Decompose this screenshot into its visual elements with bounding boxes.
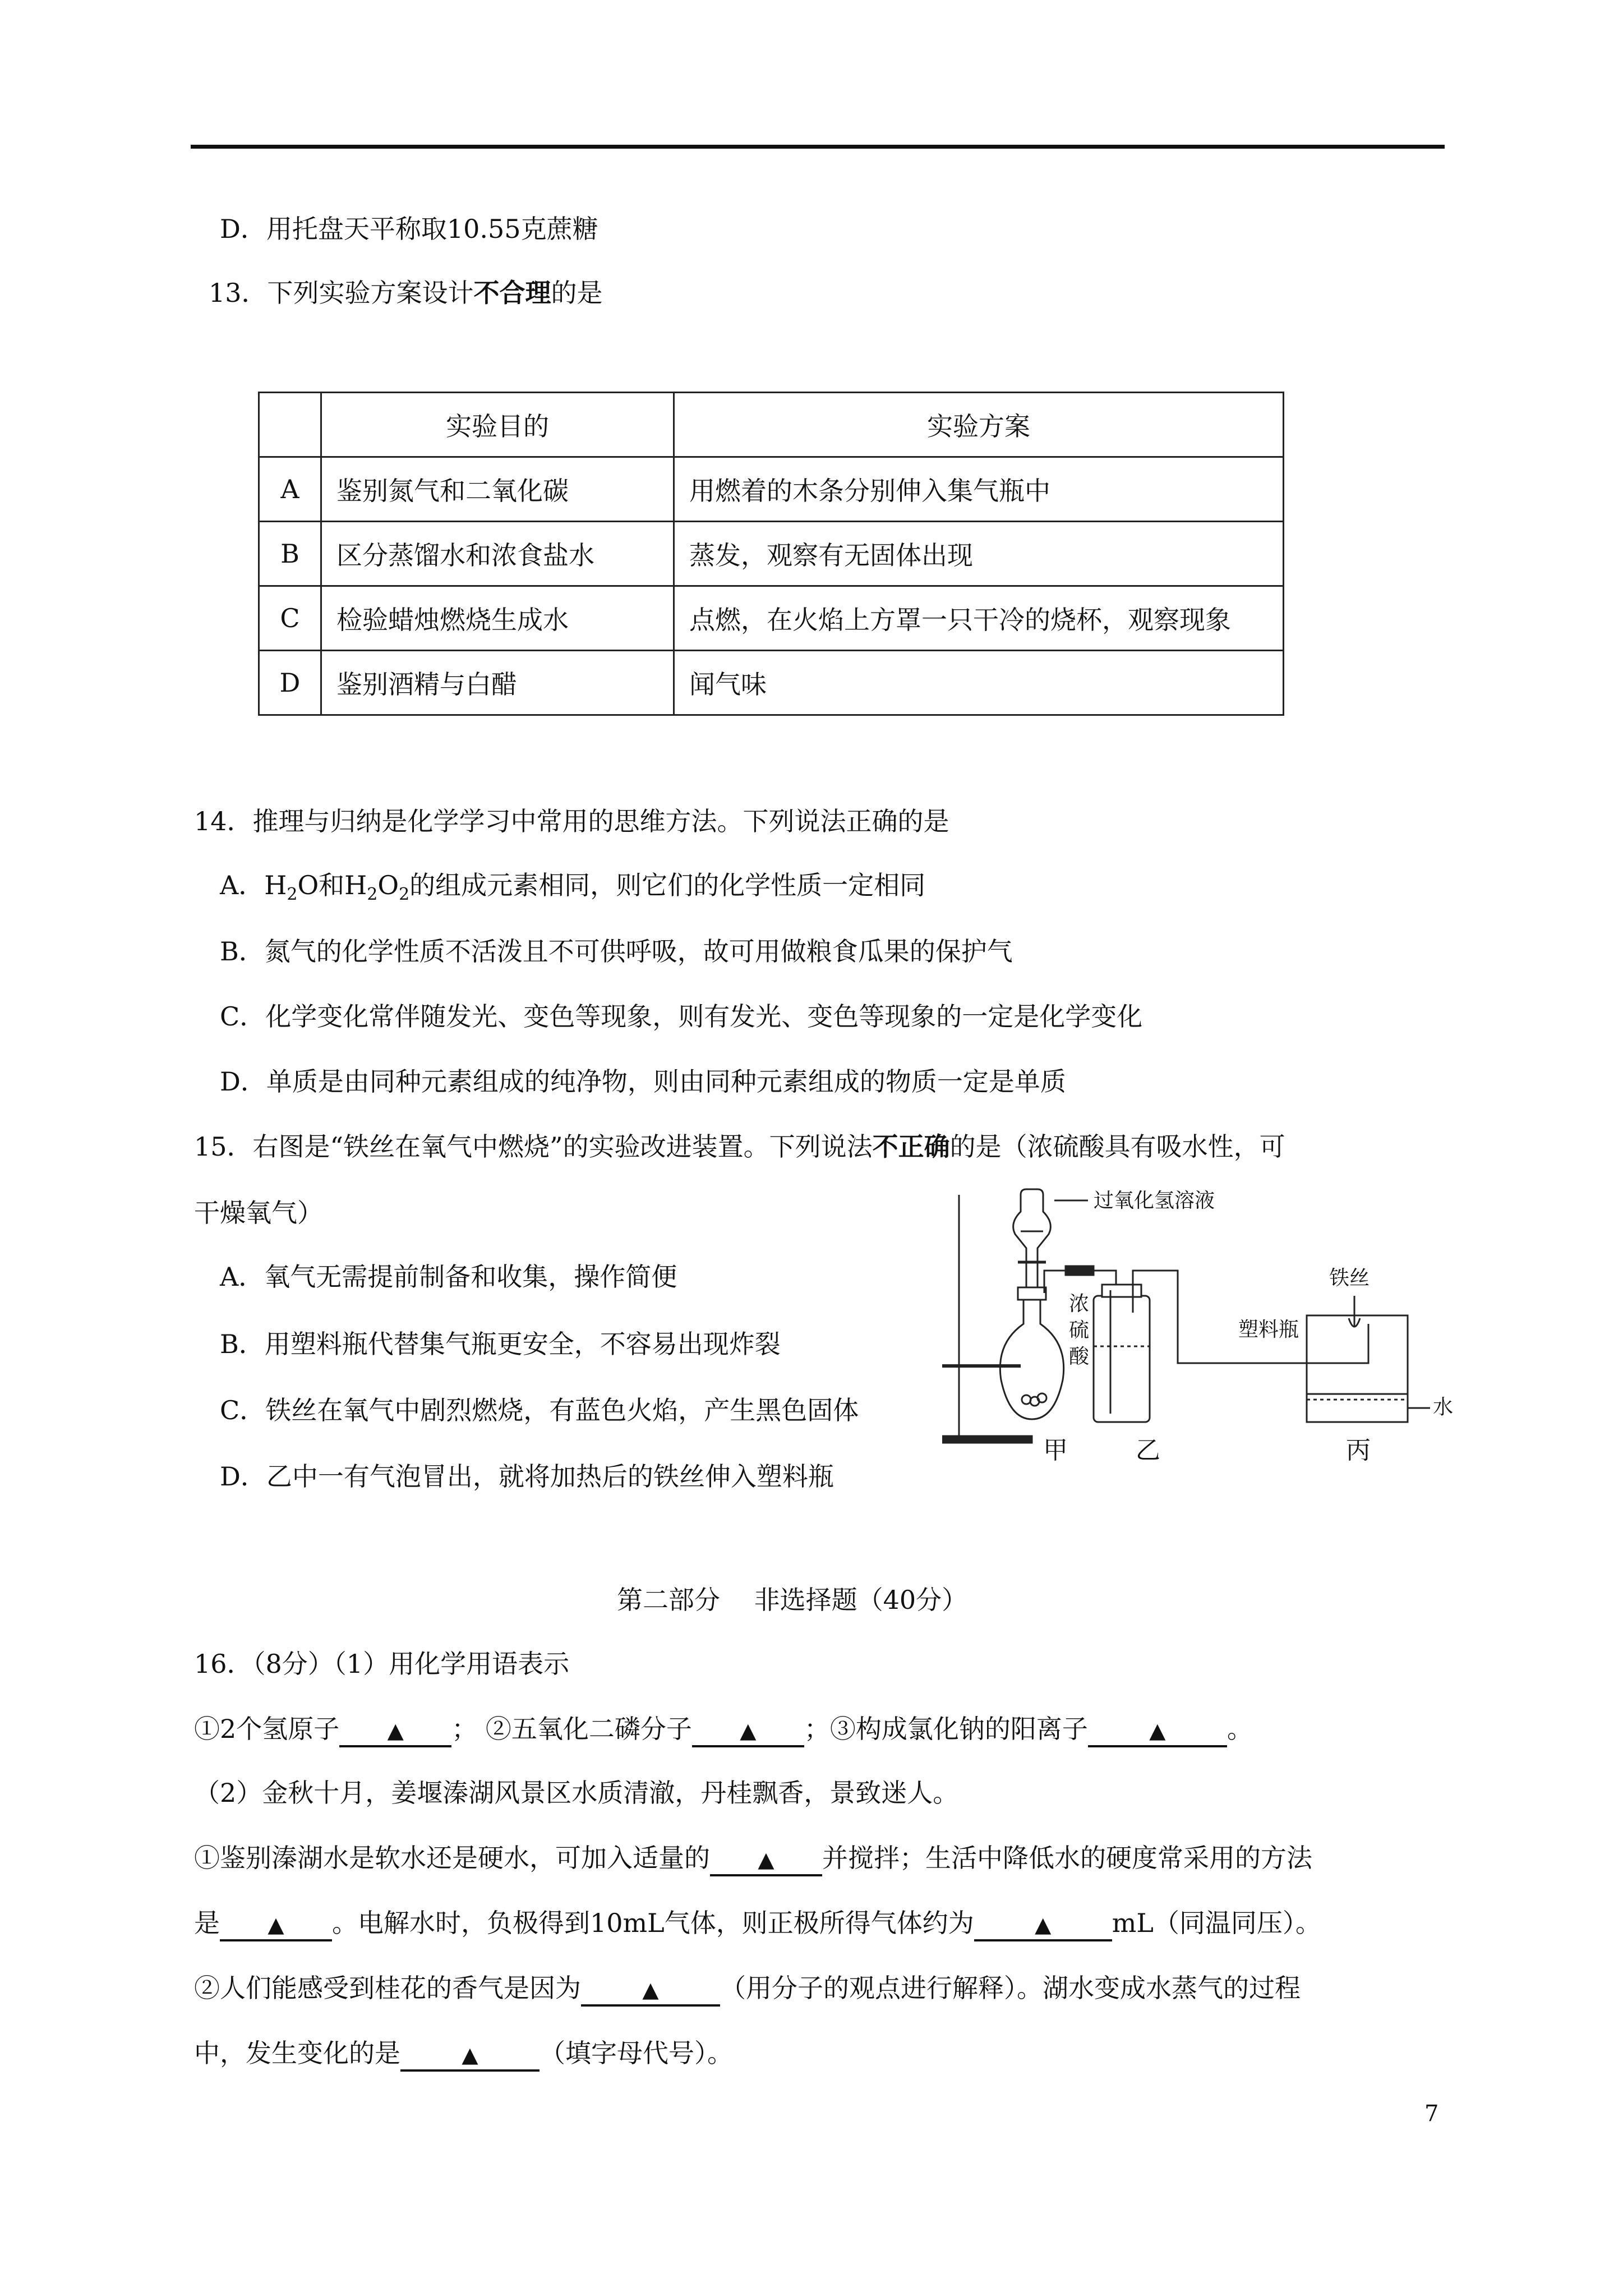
q15-option-b: B．用塑料瓶代替集气瓶更安全，不容易出现炸裂 — [220, 1329, 781, 1359]
label-bing: 丙 — [1346, 1437, 1371, 1464]
plastic-bottle — [1307, 1315, 1408, 1422]
round-bottom-flask — [1000, 1296, 1063, 1419]
table-row — [259, 522, 1284, 586]
q16-line3: ①鉴别溱湖水是软水还是硬水，可加入适量的 ▲ 并搅拌；生活中降低水的硬度常采用的方法 — [194, 1841, 1312, 1876]
part2-title: 第二部分 非选择题（40分） — [617, 1585, 968, 1615]
table-header-cell: 实验目的 — [321, 393, 674, 457]
answer-blank[interactable]: ▲ — [400, 2039, 540, 2072]
header-rule — [191, 145, 1445, 149]
answer-blank[interactable]: ▲ — [220, 1908, 332, 1941]
table-cell: 鉴别酒精与白醋 — [321, 651, 674, 715]
table-cell: 区分蒸馏水和浓食盐水 — [321, 522, 674, 586]
q14-stem: 14．推理与归纳是化学学习中常用的思维方法。下列说法正确的是 — [194, 806, 949, 836]
q16-part2: （2）金秋十月，姜堰溱湖风景区水质清澈，丹桂飘香，景致迷人。 — [194, 1778, 959, 1808]
label-jia: 甲 — [1043, 1437, 1068, 1464]
answer-blank[interactable]: ▲ — [1088, 1714, 1227, 1747]
q14-option-c: C．化学变化常伴随发光、变色等现象，则有发光、变色等现象的一定是化学变化 — [220, 1001, 1143, 1032]
label-acid-2: 硫 — [1069, 1318, 1090, 1341]
label-wire: 铁丝 — [1329, 1266, 1370, 1289]
q15-stem: 15．右图是“铁丝在氧气中燃烧”的实验改进装置。下列说法不正确的是（浓硫酸具有吸水性，可 — [194, 1131, 1285, 1162]
answer-blank[interactable]: ▲ — [692, 1714, 804, 1747]
q13-stem: 13．下列实验方案设计不合理的是 — [209, 278, 603, 308]
q16-line5: ②人们能感受到桂花的香气是因为 ▲ （用分子的观点进行解释）。湖水变成水蒸气的过程 — [194, 1971, 1301, 2007]
label-acid-1: 浓 — [1069, 1292, 1090, 1315]
q16-line1: ①2个氢原子 ▲ ； ②五氧化二磷分子 ▲ ；③构成氯化钠的阳离子 ▲ 。 — [194, 1712, 1253, 1747]
q15-option-c: C．铁丝在氧气中剧烈燃烧，有蓝色火焰，产生黑色固体 — [220, 1395, 859, 1425]
label-acid-3: 酸 — [1069, 1345, 1090, 1368]
label-water: 水 — [1433, 1395, 1454, 1418]
table-cell: 点燃，在火焰上方罩一只干冷的烧杯，观察现象 — [674, 586, 1284, 651]
q12-option-d: D．用托盘天平称取10.55克蔗糖 — [220, 214, 598, 244]
label-bottle: 塑料瓶 — [1238, 1318, 1299, 1341]
stand-base — [942, 1436, 1032, 1443]
page-number: 7 — [1424, 2101, 1439, 2127]
q13-table — [258, 392, 1284, 716]
q14-option-d: D．单质是由同种元素组成的纯净物，则由同种元素组成的物质一定是单质 — [220, 1066, 1066, 1097]
q15-option-d: D．乙中一有气泡冒出，就将加热后的铁丝伸入塑料瓶 — [220, 1461, 834, 1492]
q16-line4: 是 ▲ 。电解水时，负极得到10mL气体，则正极所得气体约为 ▲ mL（同温同压）。 — [194, 1906, 1321, 1941]
iron-wire — [1349, 1296, 1360, 1327]
q15-stem-line2: 干燥氧气） — [194, 1198, 323, 1228]
answer-blank[interactable]: ▲ — [581, 1973, 720, 2007]
wash-bottle — [1094, 1296, 1150, 1422]
table-cell: 用燃着的木条分别伸入集气瓶中 — [674, 457, 1284, 522]
table-cell: 闻气味 — [674, 651, 1284, 715]
table-row — [259, 651, 1284, 715]
table-cell: A — [259, 457, 321, 522]
answer-blank[interactable]: ▲ — [339, 1714, 451, 1747]
table-header-cell: 实验方案 — [674, 393, 1284, 457]
label-yi: 乙 — [1136, 1437, 1160, 1464]
table-header-cell — [259, 393, 321, 457]
answer-blank[interactable]: ▲ — [974, 1908, 1112, 1941]
table-cell: D — [259, 651, 321, 715]
table-cell: B — [259, 522, 321, 586]
q16-stem: 16．（8分）（1）用化学用语表示 — [194, 1649, 570, 1679]
label-h2o2: 过氧化氢溶液 — [1094, 1189, 1215, 1212]
q14-option-b: B．氮气的化学性质不活泼且不可供呼吸，故可用做粮食瓜果的保护气 — [220, 936, 1013, 967]
q14-option-a: A．$H_2O$和$H_2O_2$的组成元素相同，则它们的化学性质一定相同 — [220, 870, 926, 905]
table-cell: C — [259, 586, 321, 651]
table-header-row — [259, 393, 1284, 457]
q16-line6: 中，发生变化的是 ▲ （填字母代号）。 — [194, 2036, 733, 2072]
apparatus-figure — [942, 1178, 1458, 1464]
table-cell: 鉴别氮气和二氧化碳 — [321, 457, 674, 522]
q13-stem-emphasis: 不合理 — [473, 278, 551, 308]
q15-stem-emphasis: 不正确 — [872, 1131, 950, 1162]
q15-option-a: A．氧气无需提前制备和收集，操作简便 — [220, 1262, 677, 1292]
table-cell: 蒸发，观察有无固体出现 — [674, 522, 1284, 586]
table-cell: 检验蜡烛燃烧生成水 — [321, 586, 674, 651]
answer-blank[interactable]: ▲ — [710, 1843, 822, 1876]
table-row — [259, 457, 1284, 522]
table-row — [259, 586, 1284, 651]
